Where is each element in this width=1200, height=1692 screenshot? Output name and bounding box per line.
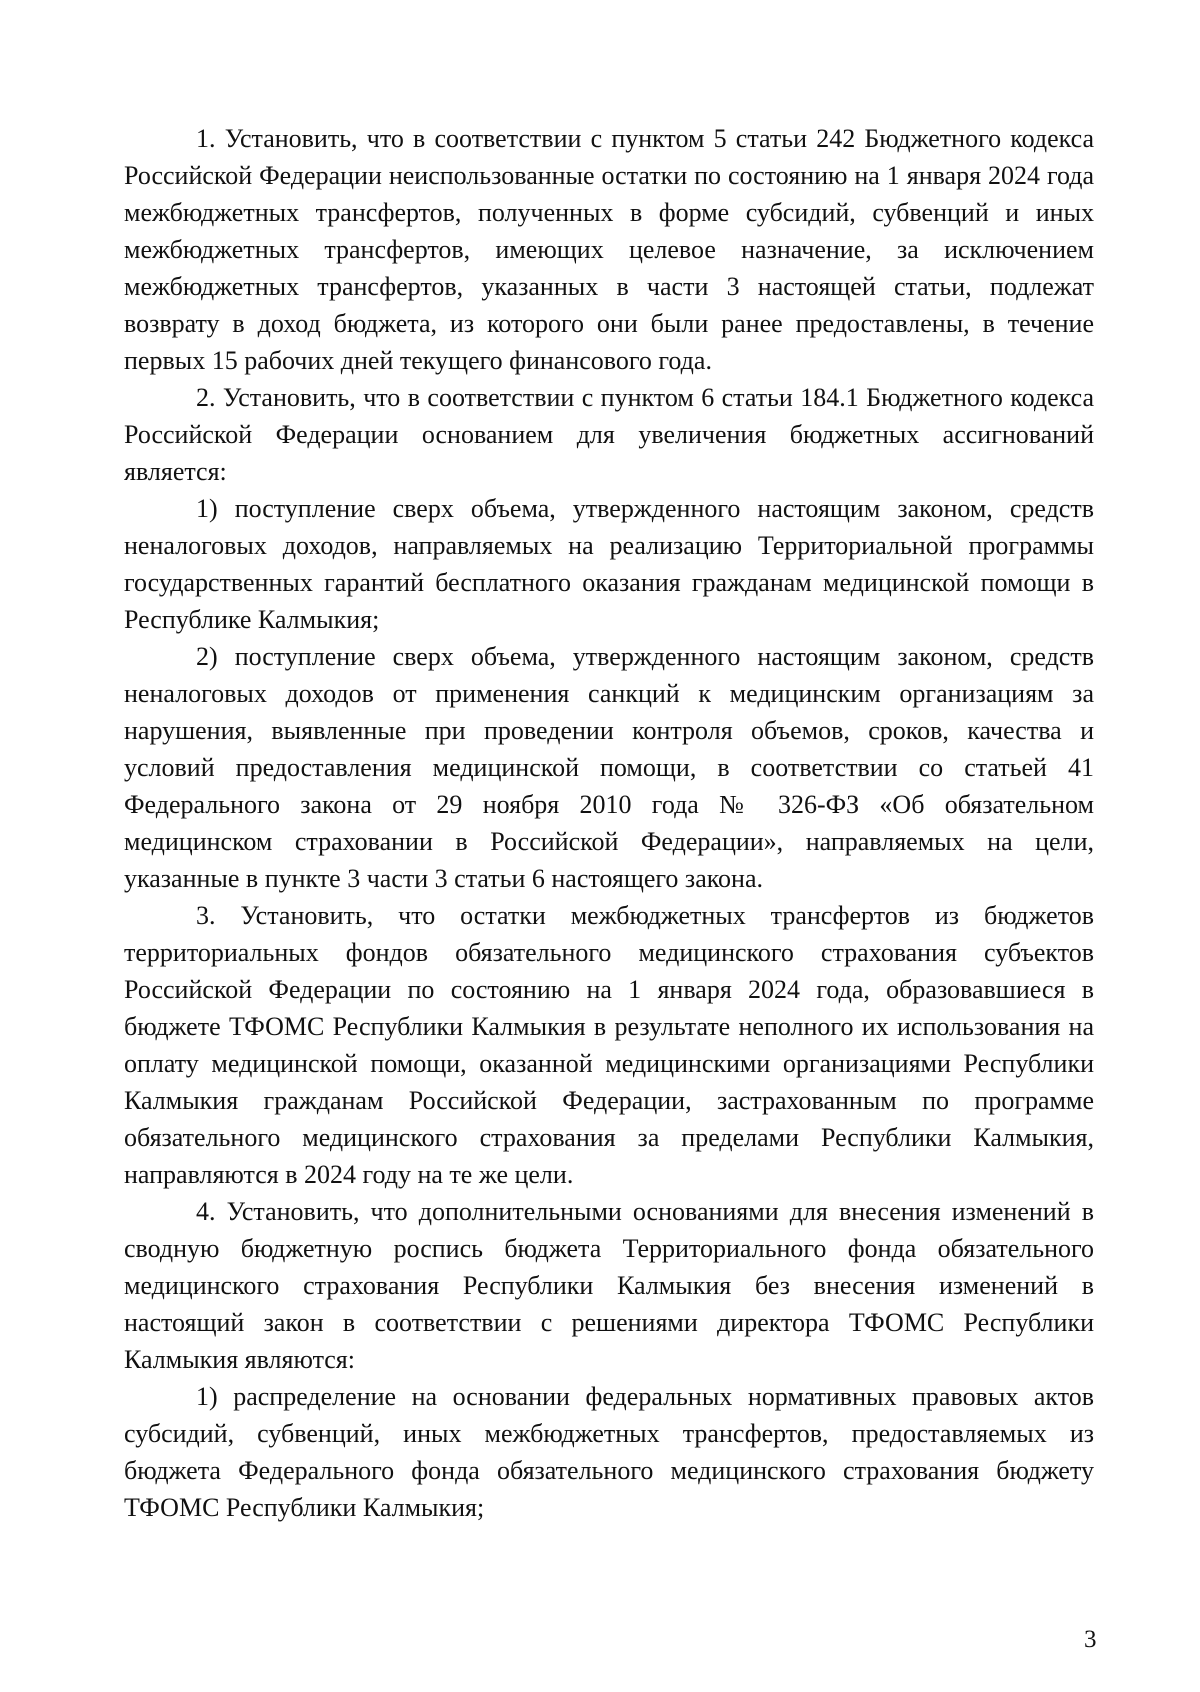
document-body: [124, 120, 1094, 1526]
paragraph-clause-4-item-1: 1) распределение на основании федеральных нормативных правовых актов субсидий, субвенций, иных межбюджетных трансфертов, предоставляемых из бюджета Федерального фонда обязательного медицинского страхования бюджету ТФОМС Республики Калмыкия;: [124, 1382, 1094, 1522]
paragraph-clause-2-item-2: 2) поступление сверх объема, утвержденного настоящим законом, средств неналоговых доходов от применения санкций к медицинским организациям за нарушения, выявленные при проведении контроля объемов, сроков, качества и условий предоставления медицинской помощи, в соответствии со статьей 41 Федерального закона от 29 ноября 2010 года № 326-ФЗ «Об обязательном медицинском страховании в Российской Федерации», направляемых на цели, указанные в пункте 3 части 3 статьи 6 настоящего закона.: [124, 642, 1094, 893]
paragraph-clause-4: 4. Установить, что дополнительными основаниями для внесения изменений в сводную бюджетную роспись бюджета Территориального фонда обязательного медицинского страхования Республики Калмыкия без внесения изменений в настоящий закон в соответствии с решениями директора ТФОМС Республики Калмыкия являются:: [124, 1197, 1094, 1374]
paragraph-clause-1: 1. Установить, что в соответствии с пунктом 5 статьи 242 Бюджетного кодекса Российской Федерации неиспользованные остатки по состоянию на 1 января 2024 года межбюджетных трансфертов, полученных в форме субсидий, субвенций и иных межбюджетных трансфертов, имеющих целевое назначение, за исключением межбюджетных трансфертов, указанных в части 3 настоящей статьи, подлежат возврату в доход бюджета, из которого они были ранее предоставлены, в течение первых 15 рабочих дней текущего финансового года.: [124, 124, 1094, 375]
paragraph-clause-3: 3. Установить, что остатки межбюджетных трансфертов из бюджетов территориальных фондов обязательного медицинского страхования субъектов Российской Федерации по состоянию на 1 января 2024 года, образовавшиеся в бюджете ТФОМС Республики Калмыкия в результате неполного их использования на оплату медицинской помощи, оказанной медицинскими организациями Республики Калмыкия гражданам Российской Федерации, застрахованным по программе обязательного медицинского страхования за пределами Республики Калмыкия, направляются в 2024 году на те же цели.: [124, 901, 1094, 1189]
paragraph-clause-2-item-1: 1) поступление сверх объема, утвержденного настоящим законом, средств неналоговых доходов, направляемых на реализацию Территориальной программы государственных гарантий бесплатного оказания гражданам медицинской помощи в Республике Калмыкия;: [124, 494, 1094, 634]
page-number: 3: [1084, 1626, 1097, 1653]
paragraph-clause-2: 2. Установить, что в соответствии с пунктом 6 статьи 184.1 Бюджетного кодекса Российской Федерации основанием для увеличения бюджетных ассигнований является:: [124, 383, 1094, 486]
